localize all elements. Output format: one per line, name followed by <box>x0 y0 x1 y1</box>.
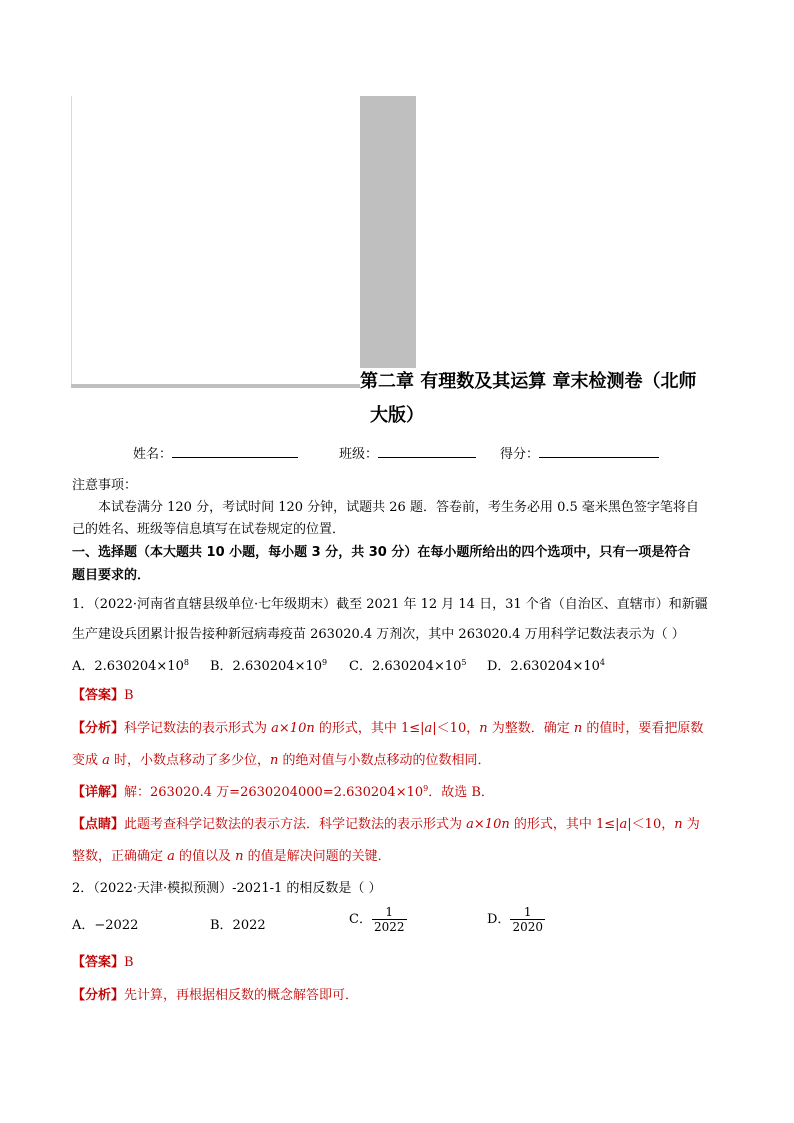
score-label: 得分： <box>500 447 540 462</box>
answer-value: B <box>124 955 134 970</box>
q1-answer <box>72 684 134 703</box>
q2-stem: 2．（2022·天津·模拟预测）-2021-1 的相反数是（ ） <box>72 881 382 896</box>
q1-analysis-line-2: 变成 a 时，小数点移动了多少位，n 的绝对值与小数点移动的位数相同． <box>72 753 491 768</box>
notice-heading: 注意事项： <box>72 478 138 493</box>
q2-option-b[interactable]: B．2022 <box>210 918 266 933</box>
class-field[interactable] <box>339 443 476 462</box>
q1-option-b[interactable]: B．$2.630204\times 10^9$ <box>210 658 328 674</box>
section-heading-line-2: 题目要求的． <box>72 568 151 583</box>
q1-comment-line-1: 【点睛】此题考查科学记数法的表示方法．科学记数法的表示形式为 a×10n 的形式，其中 1≤|a|＜10，n 为 <box>72 817 700 832</box>
class-blank[interactable] <box>378 445 476 458</box>
answer-tag: 【答案】 <box>72 688 125 703</box>
page-title-line1: 第二章 有理数及其运算 章末检测卷（北师 <box>360 371 697 392</box>
fraction: $\frac{1}{2022}$ <box>373 905 405 934</box>
page-title-line2: 大版） <box>370 405 424 426</box>
q2-answer <box>72 951 134 970</box>
q2-option-c[interactable]: C． $\frac{1}{2022}$ <box>349 905 405 934</box>
q1-stem-line-2: 生产建设兵团累计报告接种新冠病毒疫苗 263020.4 万剂次，其中 263020.4 万用科学记数法表示为（ ） <box>72 627 685 642</box>
section-heading-line-1: 一、选择题（本大题共 10 小题，每小题 3 分，共 30 分）在每小题所给出的四个选项中，只有一项是符合 <box>72 545 691 560</box>
q1-option-a[interactable]: A．$2.630204\times 10^8$ <box>72 658 189 674</box>
fraction: $\frac{1}{2020}$ <box>512 905 543 934</box>
name-label: 姓名： <box>133 447 173 462</box>
q1-option-c[interactable]: C．$2.630204\times 10^5$ <box>349 658 467 674</box>
q1-comment-line-2: 整数，正确确定 a 的值以及 n 的值是解决问题的关键． <box>72 849 391 864</box>
notice-line-2: 己的姓名、班级等信息填写在试卷规定的位置． <box>72 522 346 537</box>
name-field[interactable] <box>133 443 298 462</box>
notice-line-1: 本试卷满分 120 分，考试时间 120 分钟，试题共 26 题．答卷前，考生务必用 0.5 毫米黑色签字笔将自 <box>98 500 699 515</box>
q1-option-d[interactable]: D．$2.630204\times 10^4$ <box>487 658 605 674</box>
q1-analysis-line-1: 【分析】科学记数法的表示形式为 a×10n 的形式，其中 1≤|a|＜10，n 为整数．确定 n 的值时，要看把原数 <box>72 721 704 736</box>
cover-decoration-line <box>71 96 72 386</box>
score-field[interactable] <box>500 443 659 462</box>
score-blank[interactable] <box>539 445 659 458</box>
cover-decoration-underline <box>71 384 360 388</box>
q1-stem-line-1: 1．（2022·河南省直辖县级单位·七年级期末）截至 2021 年 12 月 14 日，31 个省（自治区、直辖市）和新疆 <box>72 597 708 612</box>
q2-option-d[interactable]: D． $\frac{1}{2020}$ <box>487 905 543 934</box>
q2-analysis: 【分析】先计算，再根据相反数的概念解答即可． <box>72 988 359 1003</box>
class-label: 班级： <box>339 447 379 462</box>
answer-value: B <box>124 688 134 703</box>
cover-decoration-bar <box>360 96 416 368</box>
q1-detail: 【详解】解：263020.4 万$=2630204000=2.630204\times 10^9$．故选 B． <box>72 784 494 800</box>
q2-option-a[interactable]: A．−2022 <box>72 918 139 933</box>
name-blank[interactable] <box>172 445 298 458</box>
answer-tag: 【答案】 <box>72 955 125 970</box>
